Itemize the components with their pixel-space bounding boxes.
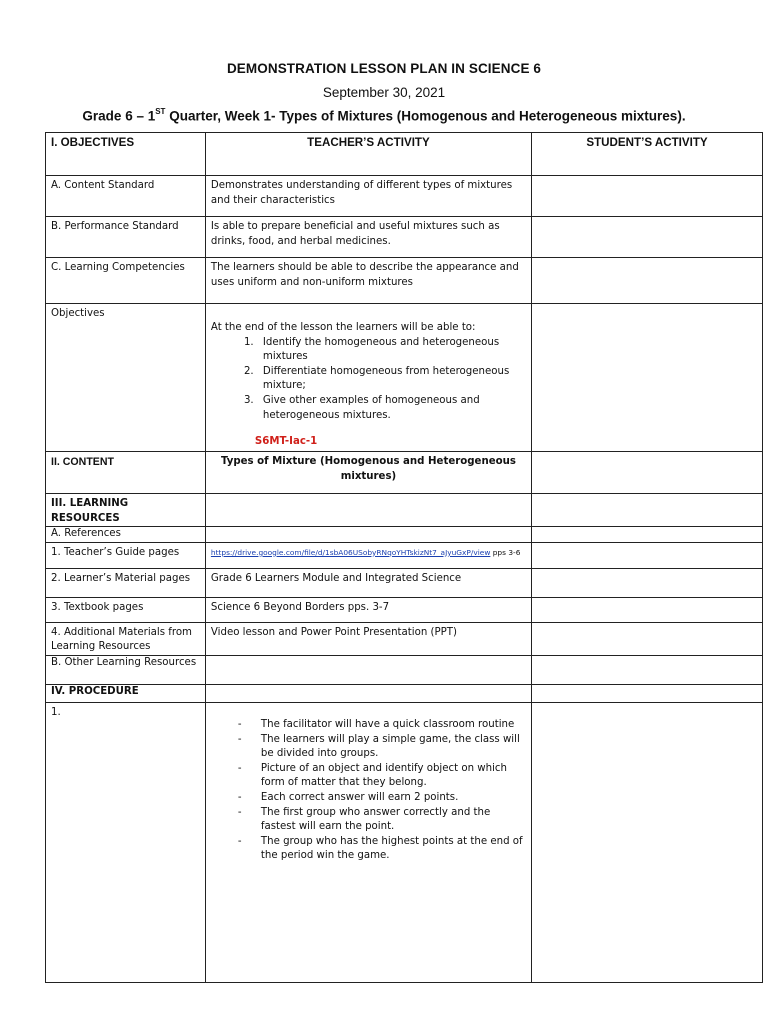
student-activity-cell xyxy=(532,452,763,494)
references-label: A. References xyxy=(46,527,206,543)
procedure-list xyxy=(211,718,526,864)
list-item: - The first group who answer correctly and the fastest will earn the point. xyxy=(261,806,526,835)
procedure-label: IV. PROCEDURE xyxy=(46,684,206,702)
learning-competencies-text: The learners should be able to describe the appearance and uses uniform and non-uniform mixtures xyxy=(205,258,531,304)
list-item: - Picture of an object and identify object on which form of matter that they belong. xyxy=(261,762,526,791)
step-number: 1. xyxy=(46,702,206,982)
teacher-activity-header: TEACHER’S ACTIVITY xyxy=(205,133,531,176)
list-item: 3. Give other examples of homogeneous and heterogeneous mixtures. xyxy=(257,394,526,423)
objectives-header: I. OBJECTIVES xyxy=(46,133,206,176)
table-row xyxy=(46,258,763,304)
student-activity-header: STUDENT’S ACTIVITY xyxy=(532,133,763,176)
textbook-text: Science 6 Beyond Borders pps. 3-7 xyxy=(205,597,531,622)
student-activity-cell xyxy=(532,597,763,622)
learning-resources-label: III. LEARNING RESOURCES xyxy=(46,494,206,527)
objectives-list xyxy=(211,336,526,424)
content-standard-label: A. Content Standard xyxy=(46,176,206,217)
objectives-row xyxy=(46,304,763,452)
table-row xyxy=(46,655,763,684)
teachers-guide-cell xyxy=(205,542,531,568)
teachers-guide-label: 1. Teacher’s Guide pages xyxy=(46,542,206,568)
student-activity-cell xyxy=(532,176,763,217)
subtitle-post: Quarter, Week 1- Types of Mixtures (Homogenous and Heterogeneous mixtures). xyxy=(165,108,686,124)
document-subtitle xyxy=(0,108,768,124)
teachers-guide-link[interactable]: https://drive.google.com/file/d/1sbA06USobyRNqoYHTskizNt7_aJyuGxP/view xyxy=(210,547,491,557)
student-activity-cell xyxy=(532,217,763,258)
list-item: 2. Differentiate homogeneous from heterogeneous mixture; xyxy=(257,365,526,394)
empty-cell xyxy=(205,527,531,543)
table-header-row xyxy=(46,133,763,176)
student-activity-cell xyxy=(532,304,763,452)
student-activity-cell xyxy=(532,527,763,543)
student-activity-cell xyxy=(532,568,763,597)
list-item: - The learners will play a simple game, the class will be divided into groups. xyxy=(261,733,526,762)
list-item: 1. Identify the homogeneous and heterogeneous mixtures xyxy=(257,336,526,365)
student-activity-cell xyxy=(532,622,763,655)
table-row xyxy=(46,684,763,702)
performance-standard-text: Is able to prepare beneficial and useful mixtures such as drinks, food, and herbal medicines. xyxy=(205,217,531,258)
table-row xyxy=(46,527,763,543)
document-title: DEMONSTRATION LESSON PLAN IN SCIENCE 6 xyxy=(226,61,542,76)
subtitle-pre: Grade 6 – 1 xyxy=(82,108,156,124)
performance-standard-label: B. Performance Standard xyxy=(46,217,206,258)
table-row xyxy=(46,568,763,597)
learners-material-label: 2. Learner’s Material pages xyxy=(46,568,206,597)
table-row xyxy=(46,176,763,217)
list-item: - Each correct answer will earn 2 points. xyxy=(261,791,526,806)
learners-material-text: Grade 6 Learners Module and Integrated Science xyxy=(205,568,531,597)
additional-materials-label: 4. Additional Materials from Learning Resources xyxy=(46,622,206,655)
content-label: II. CONTENT xyxy=(46,452,206,494)
table-row xyxy=(46,622,763,655)
document-date: September 30, 2021 xyxy=(322,85,446,100)
objectives-intro: At the end of the lesson the learners will be able to: xyxy=(210,322,476,333)
table-row xyxy=(46,542,763,568)
student-activity-cell xyxy=(532,542,763,568)
list-item: - The facilitator will have a quick classroom routine xyxy=(261,718,526,733)
objectives-label: Objectives xyxy=(46,304,206,452)
empty-cell xyxy=(205,655,531,684)
empty-cell xyxy=(205,684,531,702)
table-row xyxy=(46,494,763,527)
content-text: Types of Mixture (Homogenous and Heterogeneous mixtures) xyxy=(205,452,531,494)
table-row xyxy=(46,217,763,258)
student-activity-cell xyxy=(532,702,763,982)
list-item: - The group who has the highest points at the end of the period win the game. xyxy=(261,835,526,864)
procedure-cell xyxy=(205,702,531,982)
student-activity-cell xyxy=(532,258,763,304)
teachers-guide-pages: pps 3-6 xyxy=(490,547,521,557)
student-activity-cell xyxy=(532,655,763,684)
learning-competencies-label: C. Learning Competencies xyxy=(46,258,206,304)
other-resources-label: B. Other Learning Resources xyxy=(46,655,206,684)
table-row xyxy=(46,597,763,622)
empty-cell xyxy=(205,494,531,527)
table-row xyxy=(46,452,763,494)
subtitle-sup: ST xyxy=(155,107,166,116)
textbook-label: 3. Textbook pages xyxy=(46,597,206,622)
student-activity-cell xyxy=(532,684,763,702)
student-activity-cell xyxy=(532,494,763,527)
procedure-step-row xyxy=(46,702,763,982)
lesson-plan-table xyxy=(45,132,763,983)
content-standard-text: Demonstrates understanding of different types of mixtures and their characteristics xyxy=(205,176,531,217)
objectives-cell xyxy=(205,304,531,452)
competency-code: S6MT-Iac-1 xyxy=(254,436,318,448)
additional-materials-text: Video lesson and Power Point Presentation (PPT) xyxy=(205,622,531,655)
